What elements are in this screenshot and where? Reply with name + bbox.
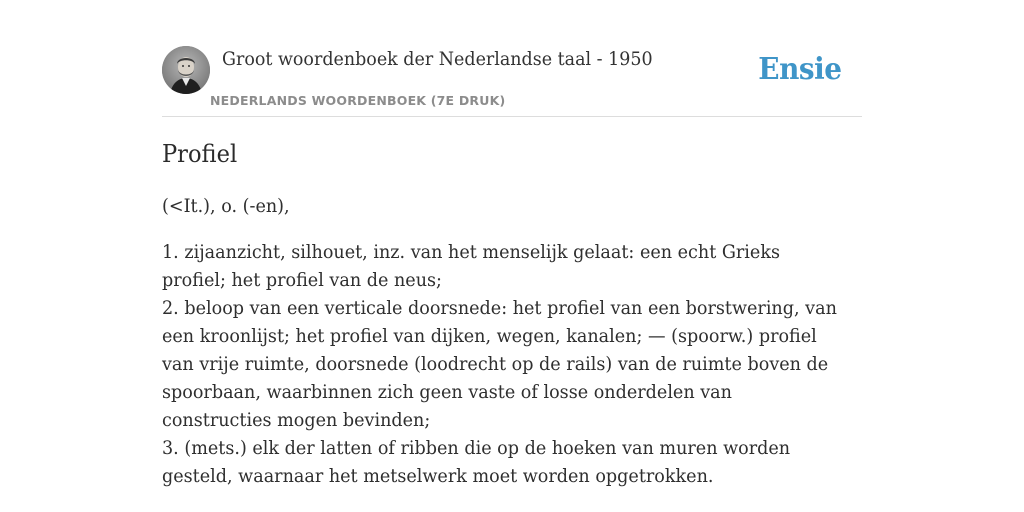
- entry-title: Profiel: [162, 140, 238, 168]
- book-title[interactable]: Groot woordenboek der Nederlandse taal - 1950: [222, 48, 653, 70]
- definition-1: 1. zijaanzicht, silhouet, inz. van het menselijk gelaat: een echt Grieks profiel; het profiel van de neus;: [162, 241, 781, 291]
- entry-content: [162, 192, 847, 490]
- definition-2: 2. beloop van een verticale doorsnede: het profiel van een borstwering, van een kroonlijst; het profiel van dijken, wegen, kanalen; — (spoorw.) profiel van vrije ruimte, doorsnede (loodrecht op de rails) van de ruimte boven de spoorbaan, waarbinnen zich geen vaste of losse onderdelen van constructies mogen bevinden;: [162, 297, 837, 431]
- definition-3: 3. (mets.) elk der latten of ribben die op de hoeken van muren worden gesteld, waarnaar het metselwerk moet worden opgetrokken.: [162, 437, 791, 487]
- book-subtitle[interactable]: NEDERLANDS WOORDENBOEK (7E DRUK): [210, 93, 506, 108]
- page-header: [162, 44, 862, 117]
- brand-logo[interactable]: Ensie: [758, 52, 842, 87]
- entry-grammar: (<It.), o. (-en),: [162, 195, 290, 217]
- author-portrait-icon[interactable]: [162, 46, 210, 94]
